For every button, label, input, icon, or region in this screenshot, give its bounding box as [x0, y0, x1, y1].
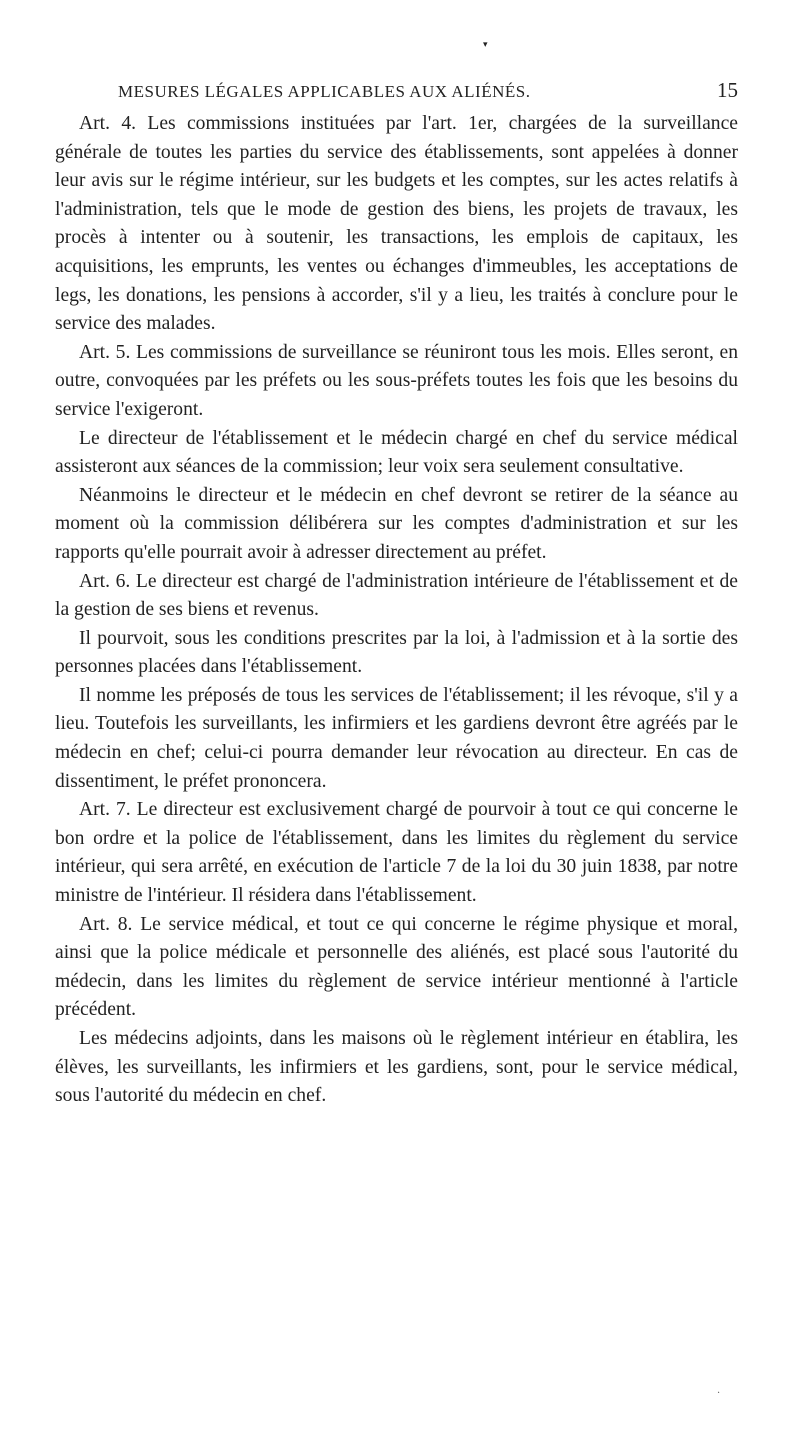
paragraph-art-8: Art. 8. Le service médical, et tout ce qui concerne le régime physique et moral, ainsi que la police médicale et personnelle des aliénés, est placé sous l'autorité du médecin, dans les limites du règlement de service intérieur mentionné à l'article précédent.	[55, 913, 738, 1021]
paragraph-art-7: Art. 7. Le directeur est exclusivement chargé de pourvoir à tout ce qui concerne le bon ordre et la police de l'établissement, dans les limites du règlement du service intérieur, qui sera arrêté, en exécution de l'article 7 de la loi du 30 juin 1838, par notre ministre de l'intérieur. Il résidera dans l'établissement.	[55, 799, 738, 907]
page-body	[55, 110, 738, 1111]
page-header	[118, 78, 738, 103]
paragraph: Le directeur de l'établissement et le médecin chargé en chef du service médical assisteront aux séances de la commission; leur voix sera seulement consultative.	[55, 427, 738, 478]
running-head: MESURES LÉGALES APPLICABLES AUX ALIÉNÉS.	[118, 82, 531, 101]
paragraph: Il nomme les préposés de tous les services de l'établissement; il les révoque, s'il y a lieu. Toutefois les surveillants, les infirmiers et les gardiens devront être agréés par le médecin en chef; celui-ci pourra demander leur révocation au directeur. En cas de dissentiment, le préfet prononcera.	[55, 684, 738, 792]
paragraph: Néanmoins le directeur et le médecin en chef devront se retirer de la séance au moment où la commission délibérera sur les comptes d'administration et sur les rapports qu'elle pourrait avoir à adresser directement au préfet.	[55, 484, 738, 563]
paragraph-art-4: Art. 4. Les commissions instituées par l'art. 1er, chargées de la surveillance générale de toutes les parties du service des établissements, sont appelées à donner leur avis sur le régime intérieur, sur les budgets et les comptes, sur les actes relatifs à l'administration, tels que le mode de gestion des biens, les projets de travaux, les procès à intenter ou à soutenir, les transactions, les emplois de capitaux, les acquisitions, les emprunts, les ventes ou échanges d'immeubles, les acceptations de legs, les donations, les pensions à accorder, s'il y a lieu, les traités à conclure pour le service des malades.	[55, 113, 738, 335]
printer-mark: ▾	[483, 40, 488, 50]
paragraph-art-6: Art. 6. Le directeur est chargé de l'administration intérieure de l'établissement et de la gestion de ses biens et revenus.	[55, 570, 738, 621]
paragraph: Il pourvoit, sous les conditions prescrites par la loi, à l'admission et à la sortie des personnes placées dans l'établissement.	[55, 627, 738, 678]
paragraph-art-5: Art. 5. Les commissions de surveillance se réuniront tous les mois. Elles seront, en outre, convoquées par les préfets ou les sous-préfets toutes les fois que les besoins du service l'exigeront.	[55, 341, 738, 420]
scan-speck: ·	[717, 1388, 721, 1399]
paragraph: Les médecins adjoints, dans les maisons où le règlement intérieur en établira, les élèves, les surveillants, les infirmiers et les gardiens, sont, pour le service médical, sous l'autorité du médecin en chef.	[55, 1028, 738, 1107]
page-number: 15	[717, 78, 738, 102]
